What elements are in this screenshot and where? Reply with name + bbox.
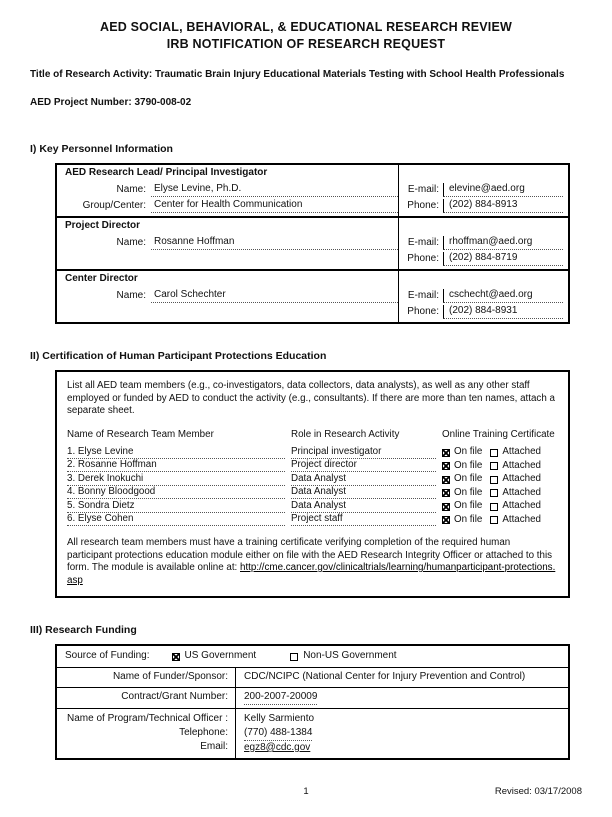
field-label: Group/Center: <box>82 200 146 212</box>
officer-telephone-label: Telephone: <box>179 726 228 738</box>
contact-value: (202) 884-8719 <box>443 252 563 266</box>
contact-email-row <box>399 182 568 197</box>
personnel-name-field <box>57 182 398 197</box>
column-header-certificate: Online Training Certificate <box>442 428 555 440</box>
attached-label: Attached <box>502 486 541 498</box>
member-certificate <box>442 514 558 526</box>
attached-label: Attached <box>502 473 541 485</box>
on-file-checkbox <box>442 449 450 457</box>
field-value: Center for Health Communication <box>151 199 398 213</box>
contact-label: Phone: <box>407 200 439 212</box>
personnel-contact-column <box>398 218 568 269</box>
attached-label: Attached <box>502 459 541 471</box>
certification-footer <box>67 537 558 587</box>
funder-sponsor-value: CDC/NCIPC (National Center for Injury Prevention and Control) <box>235 668 568 687</box>
section1-heading: I) Key Personnel Information <box>30 142 173 155</box>
team-member-row <box>67 486 558 500</box>
member-name: 3. Derek Inokuchi <box>67 473 285 486</box>
on-file-checkbox <box>442 489 450 497</box>
personnel-left-column <box>57 271 398 322</box>
team-member-list <box>67 445 558 526</box>
contract-number-value <box>235 688 568 708</box>
personnel-name-field <box>57 288 398 303</box>
officer-email-text: egz8@cdc.gov <box>244 741 311 753</box>
program-officer-labels <box>57 709 235 758</box>
member-role: Principal investigator <box>291 446 436 459</box>
certification-footer-text: All research team members must have a training certificate verifying completion of the required human participant protections education module either on file with the AED Research Integrity Officer or attached to this form. The module is available online at: <box>67 537 553 574</box>
personnel-left-column <box>57 165 398 216</box>
non-us-government-option <box>290 650 396 663</box>
field-label: Name: <box>116 237 146 249</box>
program-officer-values <box>235 709 568 758</box>
personnel-left-column <box>57 218 398 269</box>
non-us-government-label: Non-US Government <box>303 650 397 662</box>
personnel-block-center-director <box>57 269 568 322</box>
section3-heading: III) Research Funding <box>30 623 137 636</box>
member-certificate <box>442 500 558 512</box>
contact-phone-row <box>399 198 568 213</box>
funding-source-row <box>57 646 568 667</box>
contract-number-row <box>57 687 568 708</box>
on-file-label: On file <box>454 500 483 512</box>
team-member-row <box>67 499 558 513</box>
us-government-option <box>172 650 257 663</box>
page-number: 1 <box>303 786 309 797</box>
member-name: 1. Elyse Levine <box>67 446 285 459</box>
revised-date: Revised: 03/17/2008 <box>494 786 582 797</box>
module-link[interactable]: http://cme.cancer.gov/clinicaltrials/learning/humanparticipant-protections.asp <box>67 562 556 586</box>
contact-value: cschecht@aed.org <box>443 289 563 303</box>
attached-label: Attached <box>502 446 541 458</box>
attached-checkbox <box>490 503 498 511</box>
contract-number-label: Contract/Grant Number: <box>121 691 228 702</box>
contact-phone-row <box>399 251 568 266</box>
personnel-contact-column <box>398 165 568 216</box>
contact-label: Phone: <box>407 253 439 265</box>
title-line-2: IRB NOTIFICATION OF RESEARCH REQUEST <box>166 36 446 51</box>
member-name: 6. Elyse Cohen <box>67 513 285 526</box>
member-certificate <box>442 460 558 472</box>
team-member-row <box>67 513 558 527</box>
contact-label: E-mail: <box>407 184 439 196</box>
officer-name-value: Kelly Sarmiento <box>244 712 315 724</box>
contact-email-row <box>399 235 568 250</box>
contract-number-text: 200-2007-20009 <box>244 691 317 705</box>
key-personnel-table <box>55 163 570 324</box>
member-certificate <box>442 487 558 499</box>
personnel-role-title: Project Director <box>65 220 141 232</box>
on-file-checkbox <box>442 476 450 484</box>
officer-email-label: Email: <box>200 740 228 752</box>
research-title-label: Title of Research Activity: <box>30 69 153 80</box>
on-file-label: On file <box>454 473 483 485</box>
field-value: Rosanne Hoffman <box>151 236 398 250</box>
team-member-row <box>67 472 558 486</box>
project-number-label: AED Project Number: <box>30 96 132 108</box>
on-file-label: On file <box>454 486 483 498</box>
attached-label: Attached <box>502 513 541 525</box>
member-certificate <box>442 446 558 458</box>
field-value: Carol Schechter <box>151 289 398 303</box>
contact-value: rhoffman@aed.org <box>443 236 563 250</box>
attached-checkbox <box>490 462 498 470</box>
contact-email-row <box>399 288 568 303</box>
funder-sponsor-label: Name of Funder/Sponsor: <box>112 671 228 683</box>
on-file-label: On file <box>454 459 483 471</box>
contact-value: (202) 884-8931 <box>443 305 563 319</box>
member-name: 5. Sondra Dietz <box>67 500 285 513</box>
personnel-name-field <box>57 235 398 250</box>
column-header-name: Name of Research Team Member <box>67 428 214 440</box>
member-name: 4. Bonny Bloodgood <box>67 486 285 499</box>
funding-table <box>55 644 570 759</box>
field-value: Elyse Levine, Ph.D. <box>151 183 398 197</box>
project-number <box>30 97 582 110</box>
on-file-checkbox <box>442 516 450 524</box>
attached-checkbox <box>490 476 498 484</box>
personnel-role-title: AED Research Lead/ Principal Investigator <box>65 167 268 179</box>
officer-telephone-value <box>244 726 560 741</box>
column-header-role: Role in Research Activity <box>291 428 400 440</box>
field-label: Name: <box>116 290 146 302</box>
program-officer-row <box>57 708 568 758</box>
team-member-row <box>67 459 558 473</box>
member-role: Data Analyst <box>291 486 436 499</box>
project-number-value: 3790-008-02 <box>134 96 192 108</box>
member-role: Data Analyst <box>291 473 436 486</box>
research-activity-title <box>30 69 582 82</box>
contact-label: Phone: <box>407 306 439 318</box>
personnel-contact-column <box>398 271 568 322</box>
document-title <box>30 19 582 52</box>
on-file-checkbox <box>442 503 450 511</box>
contact-label: E-mail: <box>407 237 439 249</box>
page-footer <box>30 786 582 799</box>
personnel-role-title: Center Director <box>65 273 138 285</box>
team-table-header <box>67 429 558 441</box>
section2-heading: II) Certification of Human Participant Protections Education <box>30 350 327 363</box>
contact-phone-row <box>399 304 568 319</box>
member-role: Project director <box>291 459 436 472</box>
officer-telephone-text: (770) 488-1384 <box>244 726 312 741</box>
non-us-government-checkbox <box>290 653 298 661</box>
contact-label: E-mail: <box>407 290 439 302</box>
attached-checkbox <box>490 489 498 497</box>
personnel-block-principal-investigator <box>57 165 568 216</box>
team-member-row <box>67 445 558 459</box>
personnel-block-project-director <box>57 216 568 269</box>
title-line-1: AED SOCIAL, BEHAVIORAL, & EDUCATIONAL RESEARCH REVIEW <box>99 20 512 34</box>
us-government-label: US Government <box>184 650 257 662</box>
funding-source-label: Source of Funding: <box>65 650 150 662</box>
contact-value: (202) 884-8913 <box>443 199 563 213</box>
personnel-group-field <box>57 198 398 213</box>
officer-email-value <box>244 741 560 755</box>
attached-checkbox <box>490 449 498 457</box>
field-label: Name: <box>116 184 146 196</box>
on-file-label: On file <box>454 446 483 458</box>
on-file-checkbox <box>442 462 450 470</box>
member-role: Project staff <box>291 513 436 526</box>
contact-value: elevine@aed.org <box>443 183 563 197</box>
funder-sponsor-row <box>57 667 568 687</box>
member-role: Data Analyst <box>291 500 436 513</box>
research-title-value: Traumatic Brain Injury Educational Materials Testing with School Health Professionals <box>155 69 565 80</box>
member-name: 2. Rosanne Hoffman <box>67 459 285 472</box>
on-file-label: On file <box>454 513 483 525</box>
us-government-checkbox <box>172 653 180 661</box>
member-certificate <box>442 473 558 485</box>
attached-label: Attached <box>502 500 541 512</box>
certification-box <box>55 370 570 598</box>
certification-instructions: List all AED team members (e.g., co-investigators, data collectors, data analysts), as well as any other staff employed or funded by AED to conduct the activity (e.g., consultants). If there are more than ten names, attach a separate sheet. <box>67 380 555 417</box>
attached-checkbox <box>490 516 498 524</box>
officer-name-label: Name of Program/Technical Officer : <box>67 712 228 724</box>
